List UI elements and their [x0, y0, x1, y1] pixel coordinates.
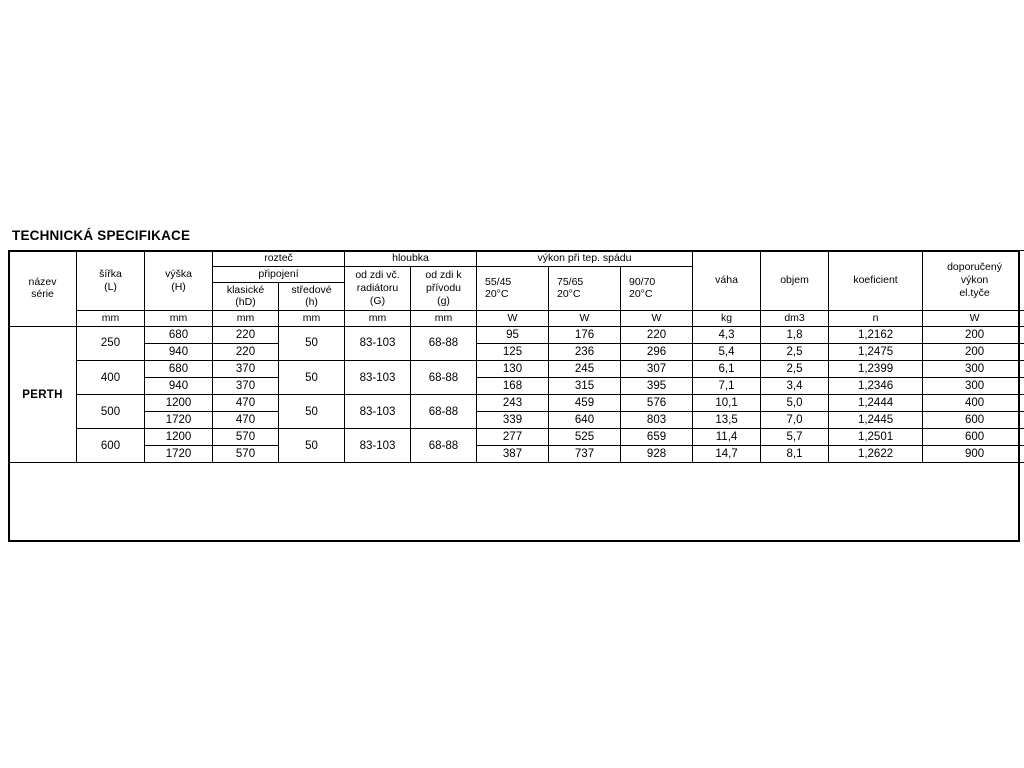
cell-w-7565: 737 [549, 446, 621, 463]
header-klasicke-unit: (hD) [235, 296, 256, 309]
cell-vaha: 6,1 [693, 361, 761, 378]
cell-radiatoru: 83-103 [345, 361, 411, 395]
cell-doporuceny: 200 [923, 344, 1024, 361]
table-row [9, 361, 1024, 378]
cell-doporuceny: 900 [923, 446, 1024, 463]
table-row [9, 446, 1024, 463]
cell-height: 940 [145, 344, 213, 361]
cell-stredove: 50 [279, 395, 345, 429]
cell-radiatoru: 83-103 [345, 429, 411, 463]
header-doporuceny-line2: výkon [960, 274, 989, 287]
cell-vaha: 5,4 [693, 344, 761, 361]
cell-klasicke: 470 [213, 412, 279, 429]
cell-klasicke: 220 [213, 326, 279, 343]
cell-w-9070: 307 [621, 361, 693, 378]
cell-height: 1200 [145, 429, 213, 446]
cell-koeficient: 1,2399 [829, 361, 923, 378]
header-cell-doporuceny [923, 251, 1024, 311]
header-7565-line1: 75/65 [557, 275, 584, 288]
cell-stredove: 50 [279, 361, 345, 395]
cell-klasicke: 570 [213, 446, 279, 463]
header-cell-series [9, 251, 77, 327]
cell-koeficient: 1,2501 [829, 429, 923, 446]
cell-objem: 5,7 [761, 429, 829, 446]
header-cell-width [77, 251, 145, 311]
cell-w-7565: 245 [549, 361, 621, 378]
cell-radiatoru: 83-103 [345, 395, 411, 429]
header-stredove-label: středové [291, 283, 332, 296]
header-cell-height [145, 251, 213, 311]
cell-doporuceny: 200 [923, 326, 1024, 343]
cell-w-5545: 339 [477, 412, 549, 429]
cell-w-9070: 220 [621, 326, 693, 343]
table-row [9, 429, 1024, 446]
cell-w-5545: 125 [477, 344, 549, 361]
header-group-rozted: rozteč [213, 251, 345, 267]
cell-klasicke: 370 [213, 361, 279, 378]
header-cell-objem: objem [761, 251, 829, 311]
cell-objem: 8,1 [761, 446, 829, 463]
cell-doporuceny: 300 [923, 361, 1024, 378]
cell-doporuceny: 600 [923, 412, 1024, 429]
cell-vaha: 13,5 [693, 412, 761, 429]
unit-vaha: kg [693, 311, 761, 327]
cell-koeficient: 1,2444 [829, 395, 923, 412]
cell-w-7565: 176 [549, 326, 621, 343]
header-5545-line1: 55/45 [485, 275, 512, 288]
unit-doporuceny: W [923, 311, 1024, 327]
cell-w-9070: 296 [621, 344, 693, 361]
table-row [9, 395, 1024, 412]
header-group-hloubka: hloubka [345, 251, 477, 267]
cell-height: 680 [145, 326, 213, 343]
cell-vaha: 14,7 [693, 446, 761, 463]
cell-w-9070: 576 [621, 395, 693, 412]
header-group-pripojeni: připojení [213, 266, 345, 282]
header-height-line1: výška [165, 267, 192, 280]
cell-stredove: 50 [279, 429, 345, 463]
cell-vaha: 11,4 [693, 429, 761, 446]
header-sub-radiatoru [345, 266, 411, 310]
header-sub-9070 [621, 266, 693, 310]
unit-privodu: mm [411, 311, 477, 327]
header-sub-klasicke [213, 282, 279, 311]
cell-w-5545: 277 [477, 429, 549, 446]
cell-vaha: 4,3 [693, 326, 761, 343]
cell-w-9070: 395 [621, 378, 693, 395]
cell-privodu: 68-88 [411, 361, 477, 395]
cell-w-5545: 243 [477, 395, 549, 412]
cell-w-9070: 659 [621, 429, 693, 446]
cell-height: 680 [145, 361, 213, 378]
header-row-1 [9, 251, 1024, 267]
cell-w-5545: 387 [477, 446, 549, 463]
cell-doporuceny: 400 [923, 395, 1024, 412]
cell-width: 250 [77, 326, 145, 360]
header-privodu-line1: od zdi k [425, 269, 462, 282]
cell-vaha: 10,1 [693, 395, 761, 412]
header-cell-koeficient: koeficient [829, 251, 923, 311]
cell-vaha: 7,1 [693, 378, 761, 395]
table-row [9, 378, 1024, 395]
header-width-line1: šířka [99, 267, 122, 280]
header-klasicke-label: klasické [226, 283, 265, 296]
header-cell-vaha: váha [693, 251, 761, 311]
cell-objem: 2,5 [761, 361, 829, 378]
header-radiatoru-line2: radiátoru [356, 282, 399, 295]
cell-height: 1200 [145, 395, 213, 412]
header-series-line2: série [31, 288, 54, 301]
cell-privodu: 68-88 [411, 326, 477, 360]
header-5545-line2: 20°C [485, 288, 509, 301]
cell-w-7565: 640 [549, 412, 621, 429]
cell-w-9070: 928 [621, 446, 693, 463]
header-group-vykon: výkon při tep. spádu [477, 251, 693, 267]
unit-sirka: mm [77, 311, 145, 327]
cell-objem: 5,0 [761, 395, 829, 412]
unit-radiatoru: mm [345, 311, 411, 327]
table-row [9, 326, 1024, 343]
cell-w-5545: 130 [477, 361, 549, 378]
cell-klasicke: 570 [213, 429, 279, 446]
cell-doporuceny: 600 [923, 429, 1024, 446]
unit-w-5545: W [477, 311, 549, 327]
cell-objem: 3,4 [761, 378, 829, 395]
unit-klasicke: mm [213, 311, 279, 327]
cell-w-5545: 95 [477, 326, 549, 343]
cell-objem: 7,0 [761, 412, 829, 429]
header-height-line2: (H) [171, 280, 186, 293]
cell-radiatoru: 83-103 [345, 326, 411, 360]
unit-koeficient: n [829, 311, 923, 327]
header-series-line1: název [28, 275, 57, 288]
unit-w-9070: W [621, 311, 693, 327]
cell-koeficient: 1,2346 [829, 378, 923, 395]
header-privodu-line2: přívodu [425, 282, 462, 295]
series-cell: PERTH [9, 326, 77, 462]
cell-w-9070: 803 [621, 412, 693, 429]
header-radiatoru-line3: (G) [369, 294, 386, 307]
header-doporuceny-line1: doporučený [947, 261, 1002, 274]
page-title: TECHNICKÁ SPECIFIKACE [12, 228, 191, 243]
header-9070-line1: 90/70 [629, 275, 656, 288]
header-sub-privodu [411, 266, 477, 310]
cell-w-5545: 168 [477, 378, 549, 395]
table-row [9, 344, 1024, 361]
unit-stredove: mm [279, 311, 345, 327]
header-sub-stredove [279, 282, 345, 311]
cell-klasicke: 220 [213, 344, 279, 361]
header-doporuceny-line3: el.tyče [959, 286, 990, 299]
cell-doporuceny: 300 [923, 378, 1024, 395]
cell-w-7565: 525 [549, 429, 621, 446]
header-sub-5545 [477, 266, 549, 310]
cell-klasicke: 370 [213, 378, 279, 395]
cell-klasicke: 470 [213, 395, 279, 412]
cell-koeficient: 1,2475 [829, 344, 923, 361]
unit-vyska: mm [145, 311, 213, 327]
unit-w-7565: W [549, 311, 621, 327]
cell-height: 1720 [145, 446, 213, 463]
cell-koeficient: 1,2445 [829, 412, 923, 429]
header-sub-7565 [549, 266, 621, 310]
cell-privodu: 68-88 [411, 429, 477, 463]
table-row [9, 412, 1024, 429]
header-privodu-line3: (g) [437, 294, 450, 307]
cell-w-7565: 459 [549, 395, 621, 412]
units-row [9, 311, 1024, 327]
cell-objem: 1,8 [761, 326, 829, 343]
header-radiatoru-line1: od zdi vč. [355, 269, 400, 282]
header-stredove-unit: (h) [305, 296, 318, 309]
cell-stredove: 50 [279, 326, 345, 360]
cell-width: 500 [77, 395, 145, 429]
cell-height: 940 [145, 378, 213, 395]
header-9070-line2: 20°C [629, 288, 653, 301]
cell-privodu: 68-88 [411, 395, 477, 429]
cell-width: 600 [77, 429, 145, 463]
cell-w-7565: 236 [549, 344, 621, 361]
cell-koeficient: 1,2162 [829, 326, 923, 343]
cell-objem: 2,5 [761, 344, 829, 361]
cell-w-7565: 315 [549, 378, 621, 395]
cell-width: 400 [77, 361, 145, 395]
cell-koeficient: 1,2622 [829, 446, 923, 463]
header-7565-line2: 20°C [557, 288, 581, 301]
technical-specification-table [8, 250, 1024, 463]
header-width-line2: (L) [104, 280, 117, 293]
unit-objem: dm3 [761, 311, 829, 327]
cell-height: 1720 [145, 412, 213, 429]
